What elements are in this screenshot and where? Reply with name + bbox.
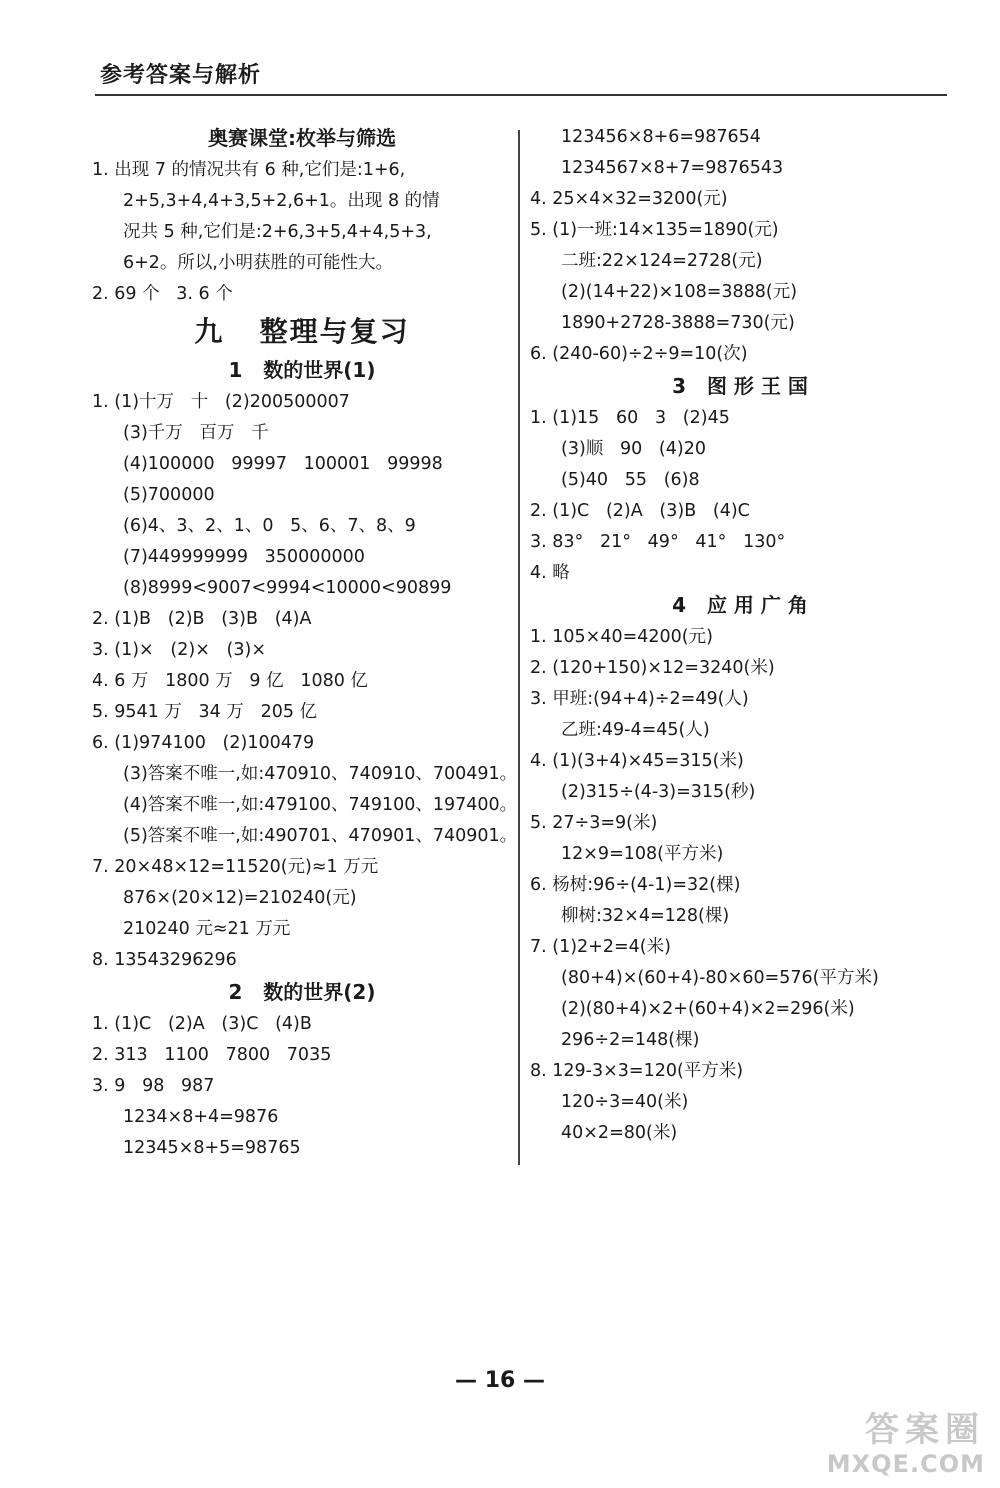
answer-line: 40×2=80(米) <box>561 1123 678 1143</box>
answer-line: 1. 105×40=4200(元) <box>530 627 713 647</box>
answer-line: 4. (1)(3+4)×45=315(米) <box>530 751 744 771</box>
answer-line: 1234×8+4=9876 <box>123 1107 279 1127</box>
page-number: — 16 — <box>455 1368 545 1393</box>
watermark-text: 答案圈 <box>865 1410 985 1450</box>
answer-line: 柳树:32×4=128(棵) <box>561 906 730 926</box>
answer-line: 4. 25×4×32=3200(元) <box>530 189 728 209</box>
answer-line: 296÷2=148(棵) <box>561 1030 700 1050</box>
answer-line: 7. 20×48×12=11520(元)≈1 万元 <box>92 857 379 877</box>
answer-line: 123456×8+6=987654 <box>561 127 761 147</box>
answer-line: (3)千万 百万 千 <box>123 423 269 443</box>
answer-line: 210240 元≈21 万元 <box>123 919 291 939</box>
answer-line: 5. (1)一班:14×135=1890(元) <box>530 220 779 240</box>
answer-line: 1. (1)15 60 3 (2)45 <box>530 408 730 428</box>
section-heading: 奥赛课堂:枚举与筛选 <box>208 126 396 150</box>
answer-line: 5. 9541 万 34 万 205 亿 <box>92 702 318 722</box>
answer-line: 3. (1)× (2)× (3)× <box>92 640 266 660</box>
section-heading: 2 数的世界(2) <box>228 980 376 1004</box>
answer-line: (3)答案不唯一,如:470910、740910、700491。 <box>123 764 518 784</box>
answer-line: 3. 甲班:(94+4)÷2=49(人) <box>530 689 749 709</box>
answer-line: 6. 杨树:96÷(4-1)=32(棵) <box>530 875 741 895</box>
answer-line: 6. (240-60)÷2÷9=10(次) <box>530 344 748 364</box>
answer-line: 1. 出现 7 的情况共有 6 种,它们是:1+6, <box>92 160 406 180</box>
answer-line: (4)答案不唯一,如:479100、749100、197400。 <box>123 795 518 815</box>
section-heading: 3 图 形 王 国 <box>672 374 808 398</box>
answer-line: (6)4、3、2、1、0 5、6、7、8、9 <box>123 516 416 536</box>
answer-line: 2. (1)C (2)A (3)B (4)C <box>530 501 750 521</box>
answer-line: 2. (1)B (2)B (3)B (4)A <box>92 609 312 629</box>
answer-line: 2. 69 个 3. 6 个 <box>92 284 233 304</box>
answer-line: 120÷3=40(米) <box>561 1092 689 1112</box>
answer-line: 7. (1)2+2=4(米) <box>530 937 671 957</box>
answer-line: 6+2。所以,小明获胜的可能性大。 <box>123 253 393 273</box>
answer-line: 6. (1)974100 (2)100479 <box>92 733 315 753</box>
answer-line: 1234567×8+7=9876543 <box>561 158 784 178</box>
answer-line: 4. 略 <box>530 563 570 583</box>
answer-line: (5)700000 <box>123 485 215 505</box>
answer-line: 1. (1)十万 十 (2)200500007 <box>92 392 350 412</box>
watermark-url: MXQE.COM <box>826 1450 985 1478</box>
left-column <box>92 122 518 1164</box>
answer-line: (5)答案不唯一,如:490701、470901、740901。 <box>123 826 518 846</box>
answer-line: 况共 5 种,它们是:2+6,3+5,4+4,5+3, <box>123 222 432 242</box>
answer-line: 8. 129-3×3=120(平方米) <box>530 1061 744 1081</box>
answer-line: 876×(20×12)=210240(元) <box>123 888 357 908</box>
section-heading: 1 数的世界(1) <box>228 358 376 382</box>
answer-line: (8)8999<9007<9994<10000<90899 <box>123 578 452 598</box>
answer-line: 二班:22×124=2728(元) <box>561 251 763 271</box>
answer-line: 1890+2728-3888=730(元) <box>561 313 795 333</box>
answer-line: 3. 83° 21° 49° 41° 130° <box>530 532 786 552</box>
answer-line: (80+4)×(60+4)-80×60=576(平方米) <box>561 968 879 988</box>
answer-line: 5. 27÷3=9(米) <box>530 813 658 833</box>
answer-line: 3. 9 98 987 <box>92 1076 215 1096</box>
section-heading: 4 应 用 广 角 <box>672 593 808 617</box>
answer-line: 乙班:49-4=45(人) <box>561 720 710 740</box>
page-header-title: 参考答案与解析 <box>100 63 262 88</box>
answer-line: 4. 6 万 1800 万 9 亿 1080 亿 <box>92 671 368 691</box>
answer-line: 2. (120+150)×12=3240(米) <box>530 658 775 678</box>
column-divider <box>518 130 520 1165</box>
answer-line: 12×9=108(平方米) <box>561 844 724 864</box>
answer-line: (7)449999999 350000000 <box>123 547 365 567</box>
watermark-logo <box>760 1410 985 1480</box>
answer-line: (3)顺 90 (4)20 <box>561 439 706 459</box>
answer-line: 1. (1)C (2)A (3)C (4)B <box>92 1014 312 1034</box>
answer-line: 2+5,3+4,4+3,5+2,6+1。出现 8 的情 <box>123 191 440 211</box>
answer-line: 12345×8+5=98765 <box>123 1138 301 1158</box>
answer-line: (2)(14+22)×108=3888(元) <box>561 282 798 302</box>
chapter-heading: 九 整理与复习 <box>194 315 410 348</box>
answer-line: (4)100000 99997 100001 99998 <box>123 454 443 474</box>
header-divider <box>95 94 947 96</box>
answer-line: (5)40 55 (6)8 <box>561 470 700 490</box>
answer-line: (2)(80+4)×2+(60+4)×2=296(米) <box>561 999 855 1019</box>
answer-line: 8. 13543296296 <box>92 950 237 970</box>
answer-line: 2. 313 1100 7800 7035 <box>92 1045 332 1065</box>
right-column <box>530 122 950 1149</box>
answer-line: (2)315÷(4-3)=315(秒) <box>561 782 756 802</box>
